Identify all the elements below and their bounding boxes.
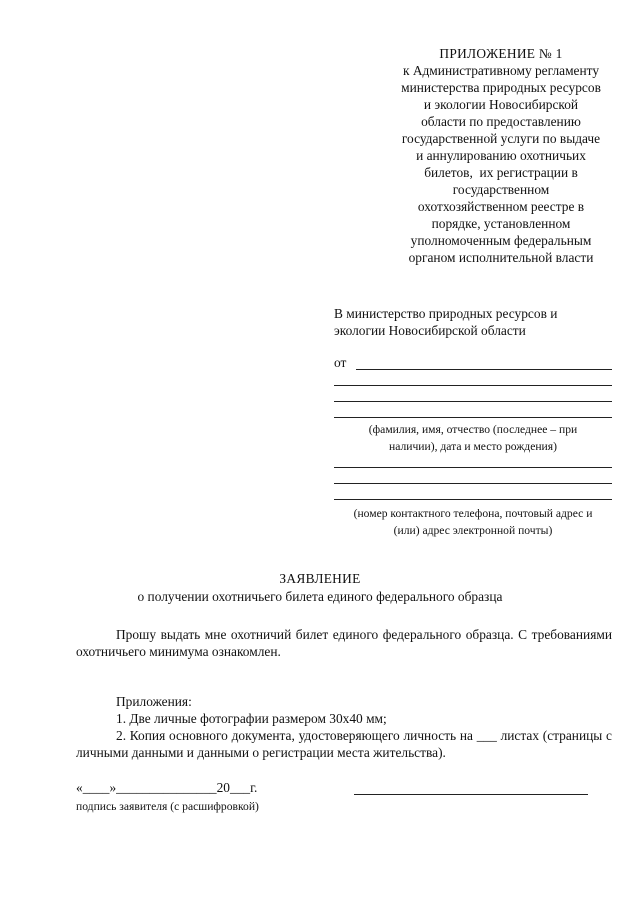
attachment-item-1: 1. Две личные фотографии размером 30x40 мм;: [116, 711, 387, 726]
annex-line: к Административному регламенту: [402, 63, 600, 78]
date-line[interactable]: «____»_______________20___г.: [76, 780, 258, 795]
annex-line: и экологии Новосибирской: [423, 97, 579, 112]
applicant-fill-row[interactable]: [334, 389, 612, 405]
fill-line: [334, 401, 612, 402]
annex-line: органом исполнительной власти: [408, 250, 594, 265]
fill-line: [334, 467, 612, 468]
request-text: Прошу выдать мне охотничий билет единого федерального образца. С требованиями охотничьего минимума ознакомлен.: [76, 627, 612, 659]
fill-line: [334, 417, 612, 418]
contact-note: [334, 505, 612, 539]
from-label: от: [334, 355, 347, 370]
statement-title: ЗАЯВЛЕНИЕ: [279, 571, 361, 586]
annex-line: министерства природных ресурсов: [401, 80, 601, 95]
name-note-line: (фамилия, имя, отчество (последнее – при: [368, 423, 578, 436]
contact-fill-row[interactable]: [334, 471, 612, 487]
annex-line: государственном: [452, 182, 550, 197]
annex-line: государственной услуги по выдаче: [401, 131, 601, 146]
contact-note-line: (номер контактного телефона, почтовый адрес и: [353, 507, 593, 520]
addressee-line: экологии Новосибирской области: [334, 323, 526, 338]
fill-line: [334, 483, 612, 484]
applicant-block: [334, 357, 612, 539]
applicant-fill-row[interactable]: [334, 373, 612, 389]
annex-line: охотхозяйственном реестре в: [417, 199, 585, 214]
signature-line[interactable]: [354, 794, 588, 795]
contact-fill-row[interactable]: [334, 487, 612, 503]
contact-note-line: (или) адрес электронной почты): [393, 524, 553, 537]
name-note: [334, 421, 612, 455]
fill-line: [334, 499, 612, 500]
attachments-block: [76, 693, 612, 761]
contact-fill-row[interactable]: [334, 455, 612, 471]
statement-subtitle: о получении охотничьего билета единого федерального образца: [137, 589, 503, 604]
addressee-block: [334, 305, 619, 339]
applicant-fill-row[interactable]: [334, 405, 612, 421]
name-note-line: наличии), дата и место рождения): [389, 440, 557, 453]
attachment-item-2: 2. Копия основного документа, удостоверяющего личность на ___ листах (страницы с личными данными и данными о регистрации места жительства).: [76, 728, 612, 760]
annex-line: билетов, их регистрации в: [424, 165, 578, 180]
addressee-line: В министерство природных ресурсов и: [334, 306, 558, 321]
annex-line: уполномоченным федеральным: [410, 233, 592, 248]
attachments-label: Приложения:: [116, 694, 192, 709]
annex-line: порядке, установленном: [431, 216, 571, 231]
applicant-from-row[interactable]: [334, 357, 612, 373]
statement-body: [76, 626, 612, 660]
annex-title: ПРИЛОЖЕНИЕ № 1: [439, 46, 563, 61]
fill-line: [334, 385, 612, 386]
signature-caption: подпись заявителя (с расшифровкой): [76, 800, 259, 813]
annex-line: области по предоставлению: [421, 114, 581, 129]
annex-header: [360, 45, 640, 266]
fill-line: [356, 369, 612, 370]
annex-line: и аннулированию охотничьих: [416, 148, 586, 163]
statement-heading: [0, 570, 640, 606]
